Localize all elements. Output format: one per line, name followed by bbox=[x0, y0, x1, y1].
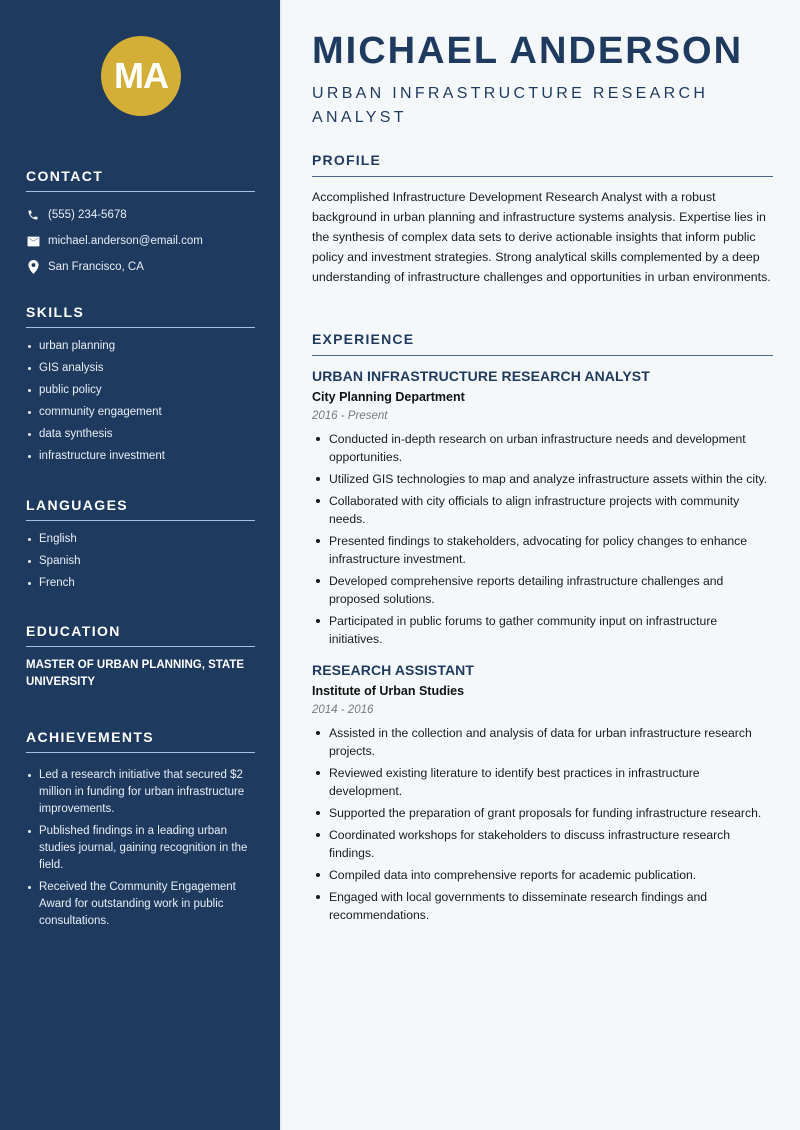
candidate-title: URBAN INFRASTRUCTURE RESEARCH ANALYST bbox=[312, 85, 709, 126]
language-item: Spanish bbox=[26, 553, 255, 570]
job-bullet: Coordinated workshops for stakeholders to discuss infrastructure research findings. bbox=[312, 826, 773, 862]
achievements-section bbox=[26, 729, 255, 935]
job-bullet: Conducted in-depth research on urban infrastructure needs and development opportunities. bbox=[312, 430, 773, 466]
main-content bbox=[280, 0, 800, 1130]
phone-icon bbox=[26, 208, 40, 222]
job-bullet: Developed comprehensive reports detailing infrastructure challenges and proposed solutions. bbox=[312, 572, 773, 608]
job-title: URBAN INFRASTRUCTURE RESEARCH ANALYST bbox=[312, 368, 650, 384]
job-company: City Planning Department bbox=[312, 390, 465, 404]
contact-section bbox=[26, 168, 255, 280]
profile-heading: PROFILE bbox=[312, 152, 773, 177]
languages-list bbox=[26, 531, 255, 592]
achievements-list bbox=[26, 767, 255, 930]
experience-section bbox=[312, 331, 773, 928]
skill-item: urban planning bbox=[26, 338, 255, 355]
location-pin-icon bbox=[26, 260, 40, 274]
skill-item: data synthesis bbox=[26, 426, 255, 443]
profile-text: Accomplished Infrastructure Development Research Analyst with a robust background in urban planning and infrastructure systems analysis. Expertise lies in the synthesis of complex data sets to derive actionable insights that inform public policy and investment strategies. Strong analytical skills complemented by a deep understanding of infrastructure challenges and opportunities in urban environments. bbox=[312, 190, 771, 284]
skills-section bbox=[26, 304, 255, 470]
job-bullet: Engaged with local governments to disseminate research findings and recommendations. bbox=[312, 888, 773, 924]
job-bullet: Compiled data into comprehensive reports for academic publication. bbox=[312, 866, 773, 884]
job-entry bbox=[312, 368, 773, 648]
experience-heading: EXPERIENCE bbox=[312, 331, 773, 356]
skill-item: infrastructure investment bbox=[26, 448, 255, 465]
job-bullet: Supported the preparation of grant proposals for funding infrastructure research. bbox=[312, 804, 773, 822]
contact-phone[interactable] bbox=[26, 202, 255, 228]
job-dates: 2016 - Present bbox=[312, 410, 388, 422]
job-bullet: Collaborated with city officials to align infrastructure projects with community needs. bbox=[312, 492, 773, 528]
job-bullet: Participated in public forums to gather community input on infrastructure initiatives. bbox=[312, 612, 773, 648]
job-bullet: Presented findings to stakeholders, advocating for policy changes to enhance infrastructure investment. bbox=[312, 532, 773, 568]
candidate-name: MICHAEL ANDERSON bbox=[312, 30, 744, 72]
avatar bbox=[101, 36, 181, 116]
contact-heading: CONTACT bbox=[26, 168, 255, 192]
achievement-item: Led a research initiative that secured $2 million in funding for urban infrastructure improvements. bbox=[26, 767, 255, 818]
education-section bbox=[26, 623, 255, 691]
language-item: English bbox=[26, 531, 255, 548]
job-bullet: Reviewed existing literature to identify best practices in infrastructure development. bbox=[312, 764, 773, 800]
email-icon bbox=[26, 234, 40, 248]
job-title: RESEARCH ASSISTANT bbox=[312, 662, 475, 678]
contact-email[interactable] bbox=[26, 228, 255, 254]
profile-section bbox=[312, 152, 773, 287]
job-bullets bbox=[312, 430, 773, 648]
skills-heading: SKILLS bbox=[26, 304, 255, 328]
education-heading: EDUCATION bbox=[26, 623, 255, 647]
skill-item: GIS analysis bbox=[26, 360, 255, 377]
avatar-initials: MA bbox=[114, 55, 168, 96]
achievement-item: Received the Community Engagement Award for outstanding work in public consultations. bbox=[26, 879, 255, 930]
languages-section bbox=[26, 497, 255, 597]
job-bullet: Utilized GIS technologies to map and analyze infrastructure assets within the city. bbox=[312, 470, 773, 488]
sidebar bbox=[0, 0, 280, 1130]
contact-location-text: San Francisco, CA bbox=[48, 261, 144, 273]
language-item: French bbox=[26, 575, 255, 592]
skill-item: public policy bbox=[26, 382, 255, 399]
contact-location bbox=[26, 254, 255, 280]
skill-item: community engagement bbox=[26, 404, 255, 421]
job-bullet: Assisted in the collection and analysis of data for urban infrastructure research projects. bbox=[312, 724, 773, 760]
contact-phone-text: (555) 234-5678 bbox=[48, 209, 127, 221]
achievements-heading: ACHIEVEMENTS bbox=[26, 729, 255, 753]
languages-heading: LANGUAGES bbox=[26, 497, 255, 521]
job-dates: 2014 - 2016 bbox=[312, 704, 374, 716]
contact-email-text: michael.anderson@email.com bbox=[48, 235, 203, 247]
skills-list bbox=[26, 338, 255, 465]
education-degree: MASTER OF URBAN PLANNING, STATE UNIVERSITY bbox=[26, 659, 245, 688]
contact-list bbox=[26, 202, 255, 280]
achievement-item: Published findings in a leading urban studies journal, gaining recognition in the field. bbox=[26, 823, 255, 874]
job-bullets bbox=[312, 724, 773, 924]
job-entry bbox=[312, 662, 773, 924]
job-company: Institute of Urban Studies bbox=[312, 684, 465, 698]
